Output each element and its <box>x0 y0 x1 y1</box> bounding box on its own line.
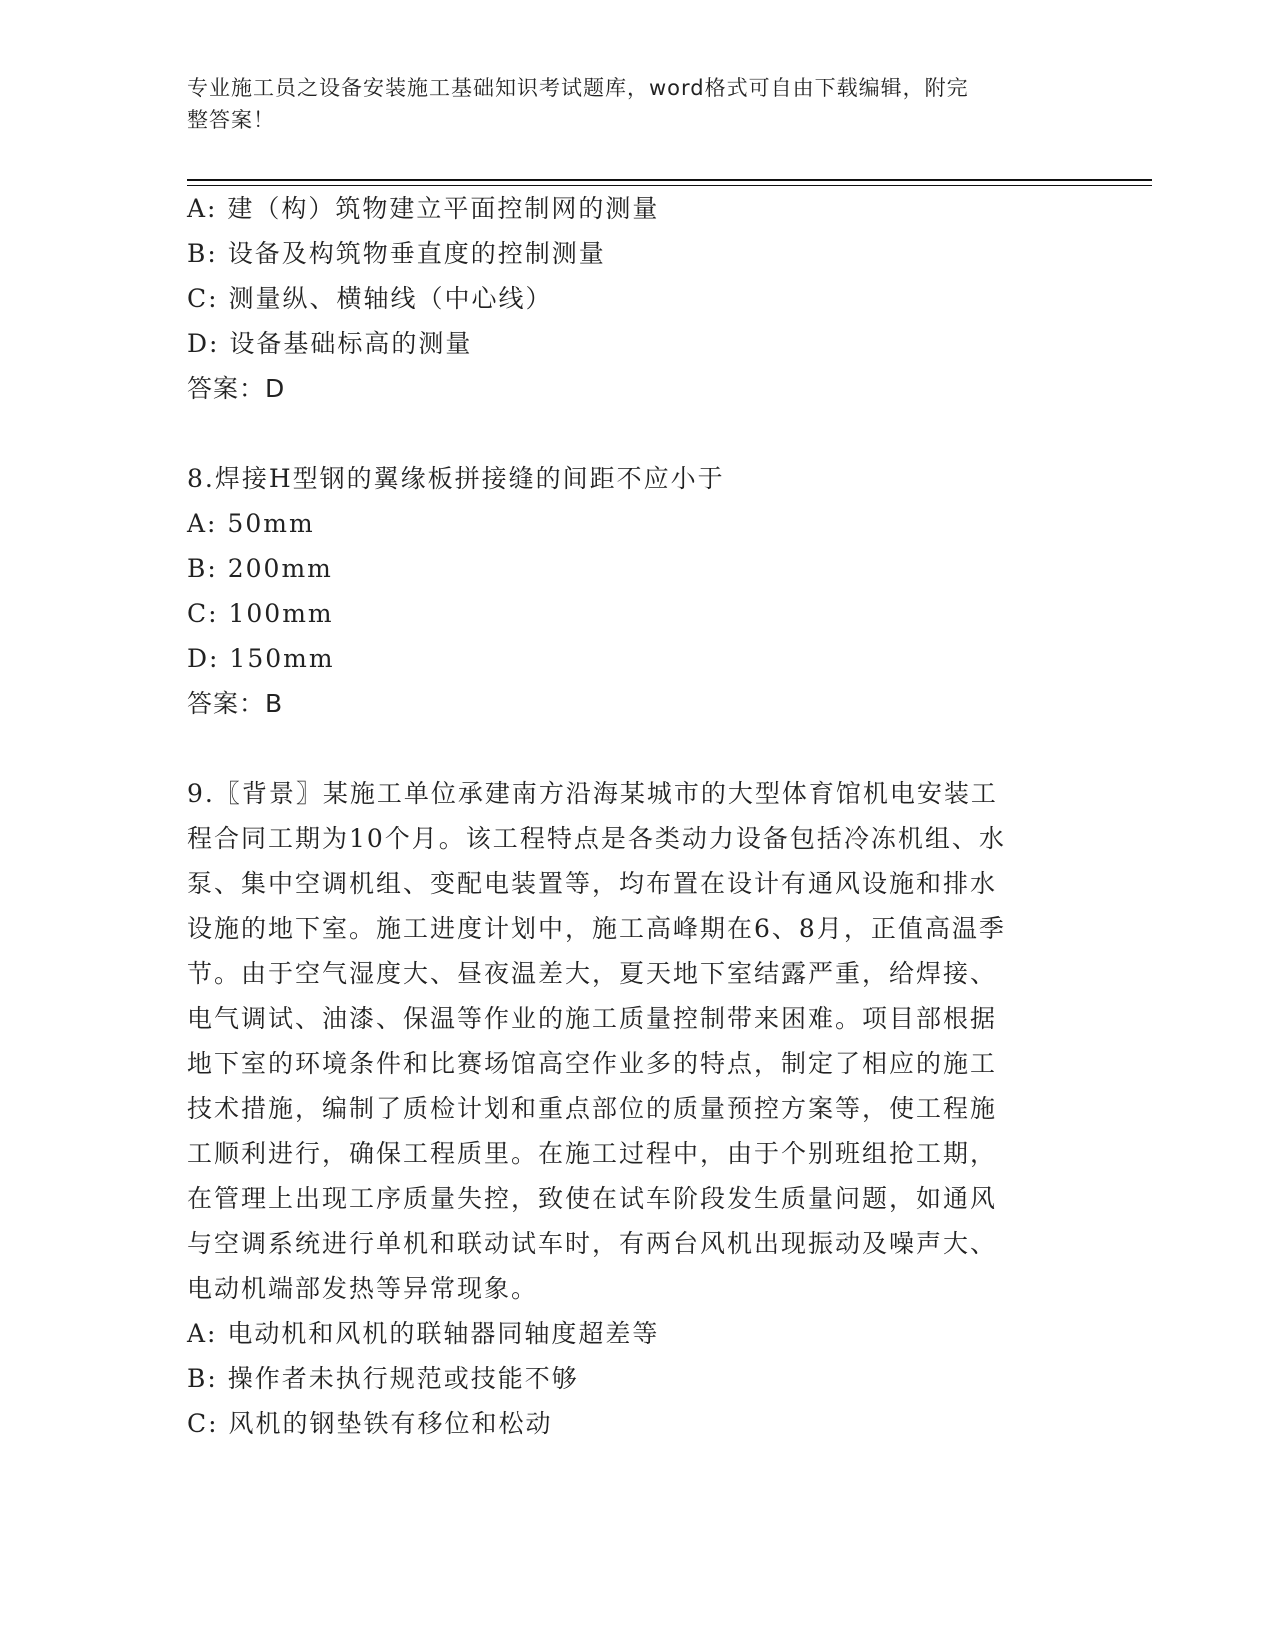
q8-option-d: D: 150mm <box>187 644 335 673</box>
q9-question-line: 程合同工期为10个月。该工程特点是各类动力设备包括冷冻机组、水 <box>187 824 1006 853</box>
q8-option-c: C: 100mm <box>187 599 334 628</box>
q9-question-line: 地下室的环境条件和比赛场馆高空作业多的特点，制定了相应的施工 <box>187 1049 998 1078</box>
q8-option-b: B: 200mm <box>187 554 333 583</box>
q9-question-line: 泵、集中空调机组、变配电装置等，均布置在设计有通风设施和排水 <box>187 869 998 898</box>
q9-question-line: 与空调系统进行单机和联动试车时，有两台风机出现振动及噪声大、 <box>187 1229 998 1258</box>
header-divider-thick <box>187 179 1152 181</box>
header-line-1: 专业施工员之设备安装施工基础知识考试题库，word格式可自由下载编辑，附完 <box>187 76 969 100</box>
q9-question-line: 节。由于空气湿度大、昼夜温差大，夏天地下室结露严重，给焊接、 <box>187 959 998 988</box>
q9-question-line: 技术措施，编制了质检计划和重点部位的质量预控方案等，使工程施 <box>187 1094 998 1123</box>
q9-question-line: 9.〖背景〗某施工单位承建南方沿海某城市的大型体育馆机电安装工 <box>187 779 998 808</box>
q9-option-b: B: 操作者未执行规范或技能不够 <box>187 1364 579 1393</box>
q7-option-d: D: 设备基础标高的测量 <box>187 329 473 358</box>
q7-option-b: B: 设备及构筑物垂直度的控制测量 <box>187 239 606 268</box>
q7-option-a: A: 建（构）筑物建立平面控制网的测量 <box>187 194 660 223</box>
q9-question-line: 电气调试、油漆、保温等作业的施工质量控制带来困难。项目部根据 <box>187 1004 998 1033</box>
q9-question-line: 工顺利进行，确保工程质里。在施工过程中，由于个别班组抢工期， <box>187 1139 998 1168</box>
q9-question-line: 设施的地下室。施工进度计划中，施工高峰期在6、8月，正值高温季 <box>187 914 1006 943</box>
header-line-2: 整答案！ <box>187 108 275 132</box>
q7-option-c: C: 测量纵、横轴线（中心线） <box>187 284 553 313</box>
q8-answer: 答案：B <box>187 689 284 718</box>
q8-question: 8.焊接H型钢的翼缘板拼接缝的间距不应小于 <box>187 464 725 493</box>
document-header <box>187 72 1067 136</box>
q9-question-line: 电动机端部发热等异常现象。 <box>187 1274 539 1303</box>
q9-option-c: C: 风机的钢垫铁有移位和松动 <box>187 1409 553 1438</box>
q7-answer: 答案：D <box>187 374 286 403</box>
q9-option-a: A: 电动机和风机的联轴器同轴度超差等 <box>187 1319 660 1348</box>
q8-option-a: A: 50mm <box>187 509 315 538</box>
q9-question-line: 在管理上出现工序质量失控，致使在试车阶段发生质量问题，如通风 <box>187 1184 998 1213</box>
